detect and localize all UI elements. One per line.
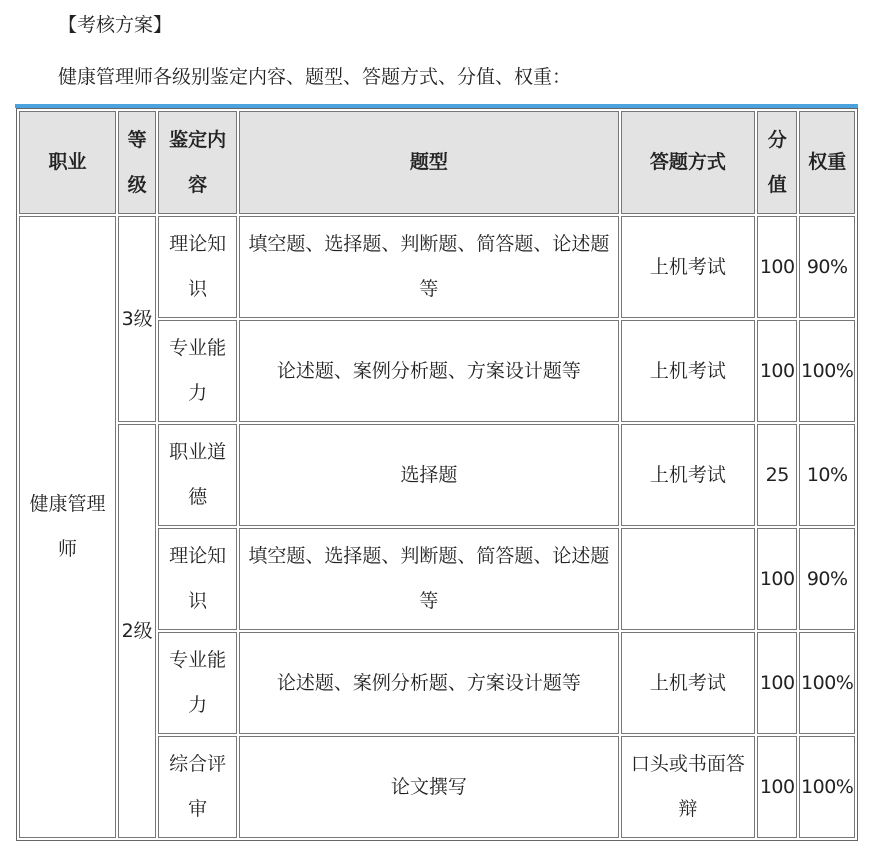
content-cell: 专业能力 [158,320,237,422]
weight-cell: 100% [799,632,855,734]
occupation-cell: 健康管理师 [19,216,116,838]
question-type-cell: 论述题、案例分析题、方案设计题等 [239,320,619,422]
content-cell: 理论知识 [158,216,237,318]
header-question-type: 题型 [239,111,619,214]
header-content: 鉴定内容 [158,111,237,214]
question-type-cell: 填空题、选择题、判断题、简答题、论述题等 [239,528,619,630]
answer-method-cell: 口头或书面答辩 [621,736,755,838]
content-cell: 专业能力 [158,632,237,734]
score-cell: 100 [757,216,797,318]
header-row [19,111,855,214]
score-cell: 100 [757,736,797,838]
question-type-cell: 论述题、案例分析题、方案设计题等 [239,632,619,734]
score-cell: 100 [757,632,797,734]
content-cell: 理论知识 [158,528,237,630]
weight-cell: 10% [799,424,855,526]
weight-cell: 100% [799,736,855,838]
intro-text: 健康管理师各级别鉴定内容、题型、答题方式、分值、权重： [58,66,572,88]
header-weight: 权重 [799,111,855,214]
weight-cell: 100% [799,320,855,422]
weight-cell: 90% [799,216,855,318]
answer-method-cell: 上机考试 [621,320,755,422]
score-cell: 100 [757,320,797,422]
assessment-table [16,108,858,841]
section-heading: 【考核方案】 [58,14,173,36]
content-cell: 综合评审 [158,736,237,838]
level-cell: 3级 [118,216,156,422]
table-row [19,216,855,318]
score-cell: 100 [757,528,797,630]
header-score: 分值 [757,111,797,214]
header-occupation: 职业 [19,111,116,214]
answer-method-cell: 上机考试 [621,424,755,526]
answer-method-cell [621,528,755,630]
question-type-cell: 填空题、选择题、判断题、简答题、论述题等 [239,216,619,318]
level-cell: 2级 [118,424,156,838]
header-answer-method: 答题方式 [621,111,755,214]
weight-cell: 90% [799,528,855,630]
header-level: 等级 [118,111,156,214]
answer-method-cell: 上机考试 [621,632,755,734]
question-type-cell: 论文撰写 [239,736,619,838]
answer-method-cell: 上机考试 [621,216,755,318]
score-cell: 25 [757,424,797,526]
table-row [19,424,855,526]
content-cell: 职业道德 [158,424,237,526]
question-type-cell: 选择题 [239,424,619,526]
